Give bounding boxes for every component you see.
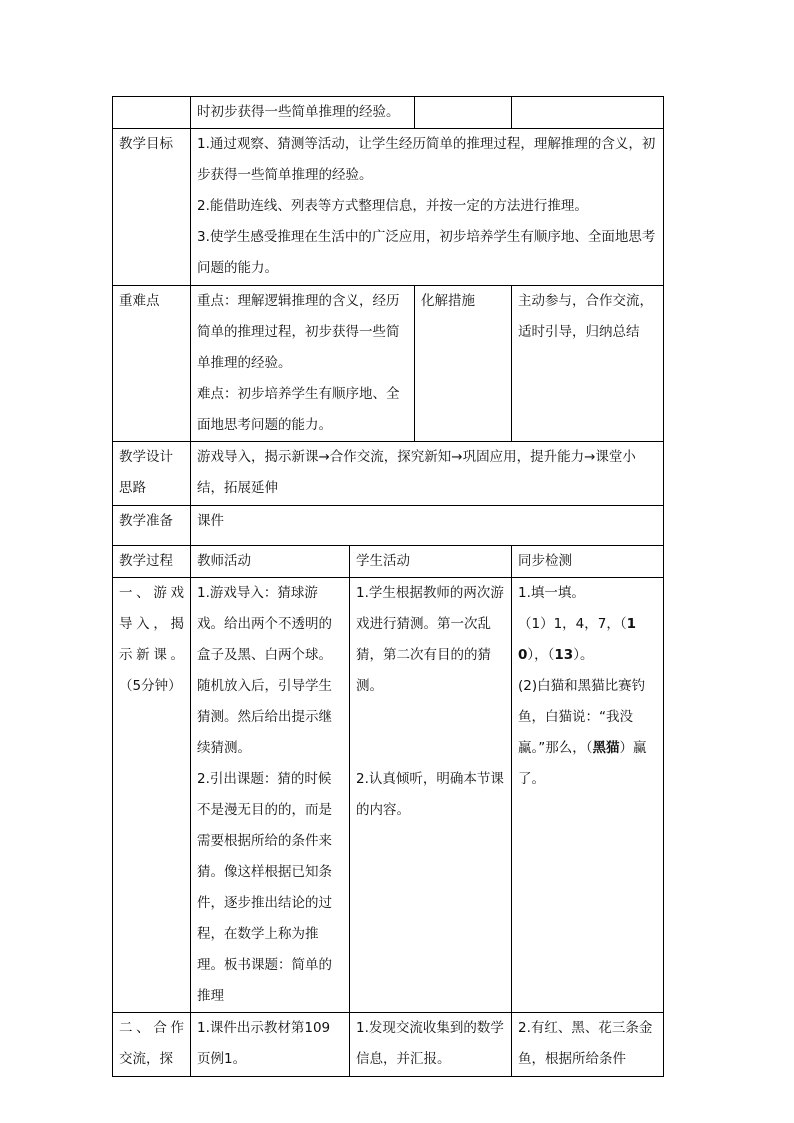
continuation-blank-cell [415, 97, 512, 129]
difficulty-text: 难点：初步培养学生有顺序地、全面地思考问题的能力。 [197, 386, 400, 433]
stage2-row [113, 1013, 664, 1077]
process-header-row [113, 546, 664, 578]
q1-prefix: （1）1，4，7，（ [518, 616, 627, 632]
stage1-check [512, 578, 664, 1013]
q1-answer-1: 10 [518, 616, 637, 663]
measures-label: 化解措施 [415, 286, 512, 442]
objectives-row [113, 129, 664, 286]
stage1-teacher [191, 578, 350, 1013]
key-points-label: 重难点 [113, 286, 191, 442]
q1-suffix: ）。 [573, 647, 594, 663]
q2-answer: 黑猫 [592, 740, 620, 756]
stage1-label: 一、游戏导入，揭示新课。（5分钟） [113, 578, 191, 1013]
stage2-teacher: 1.课件出示教材第109页例1。 [191, 1013, 350, 1077]
prep-text: 课件 [191, 506, 664, 546]
objective-item: 1.通过观察、猜测等活动，让学生经历简单的推理过程，理解推理的含义，初步获得一些简单推理的经验。 [197, 136, 656, 183]
measures-text: 主动参与，合作交流，适时引导，归纳总结 [512, 286, 664, 442]
stage2-label: 二、合作交流，探 [113, 1013, 191, 1077]
continuation-label-cell [113, 97, 191, 129]
check-title: 1.填一填。 [518, 585, 585, 601]
continuation-blank-cell-2 [512, 97, 664, 129]
process-header-stage: 教学过程 [113, 546, 191, 578]
stage2-student: 1.发现交流收集到的数学信息，并汇报。 [350, 1013, 512, 1077]
process-header-teacher: 教师活动 [191, 546, 350, 578]
q2-text: (2)白猫和黑猫比赛钓鱼，白猫说：“我没赢。”那么，（ [518, 678, 646, 756]
stage1-student [350, 578, 512, 1013]
key-points-content [191, 286, 415, 442]
process-header-check: 同步检测 [512, 546, 664, 578]
stage1-row [113, 578, 664, 1013]
teacher-activity-item: 1.游戏导入：猜球游戏。给出两个不透明的盒子及黑、白两个球。随机放入后，引导学生猜测。然后给出提示继续猜测。 [197, 585, 332, 756]
key-points-row [113, 286, 664, 442]
design-label: 教学设计思路 [113, 442, 191, 506]
prep-label: 教学准备 [113, 506, 191, 546]
objectives-label: 教学目标 [113, 129, 191, 286]
student-activity-item: 1.学生根据教师的两次游戏进行猜测。第一次乱猜，第二次有目的的猜测。 [356, 585, 504, 694]
student-activity-item: 2.认真倾听，明确本节课的内容。 [356, 771, 504, 818]
stage2-check: 2.有红、黑、花三条金鱼，根据所给条件 [512, 1013, 664, 1077]
check-question-1 [518, 609, 657, 671]
objective-item: 3.使学生感受推理在生活中的广泛应用，初步培养学生有顺序地、全面地思考问题的能力。 [197, 229, 656, 276]
q1-answer-2: 13 [554, 647, 574, 663]
design-text: 游戏导入，揭示新课→合作交流，探究新知→巩固应用，提升能力→课堂小结，拓展延伸 [191, 442, 664, 506]
continuation-text: 时初步获得一些简单推理的经验。 [191, 97, 415, 129]
design-row [113, 442, 664, 506]
continuation-row [113, 97, 664, 129]
lesson-plan-table [112, 96, 664, 1077]
teacher-activity-item: 2.引出课题：猜的时候不是漫无目的的，而是需要根据所给的条件来猜。像这样根据已知条件，逐步推出结论的过程，在数学上称为推理。板书课题：简单的推理 [197, 771, 332, 1004]
key-point-text: 重点：理解逻辑推理的含义，经历简单的推理过程，初步获得一些简单推理的经验。 [197, 293, 400, 371]
q2-suffix: ）赢了。 [518, 740, 647, 787]
check-question-2 [518, 671, 657, 795]
prep-row [113, 506, 664, 546]
process-header-student: 学生活动 [350, 546, 512, 578]
objective-item: 2.能借助连线、列表等方式整理信息，并按一定的方法进行推理。 [197, 198, 588, 214]
objectives-content [191, 129, 664, 286]
q1-mid: ），（ [527, 647, 555, 663]
